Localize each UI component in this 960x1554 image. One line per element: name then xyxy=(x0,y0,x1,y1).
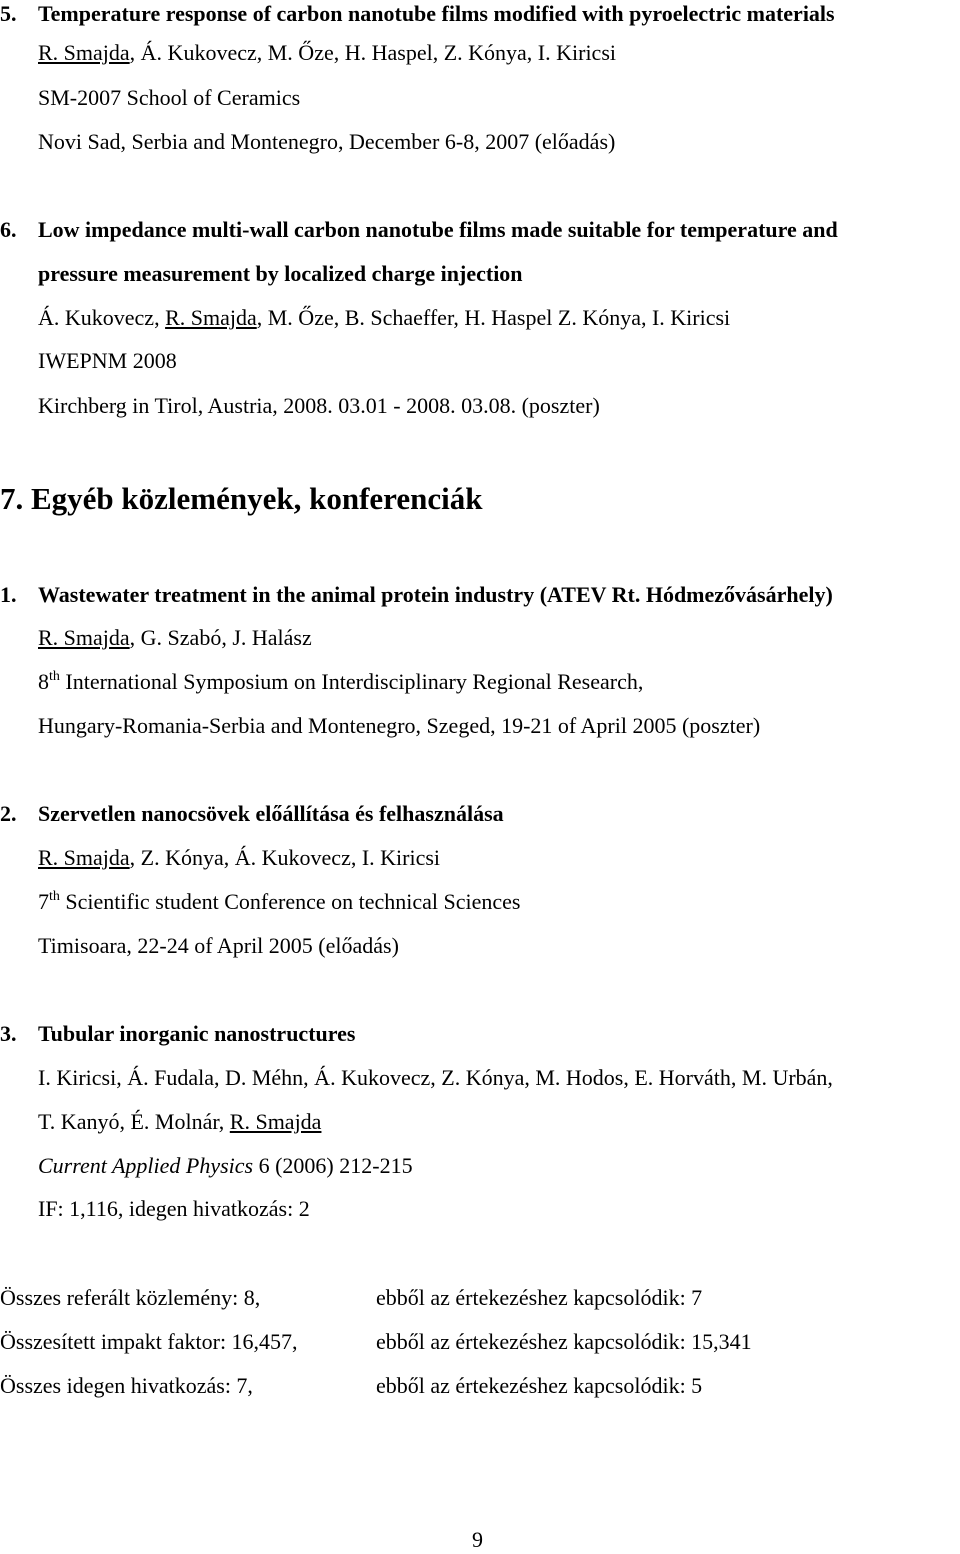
author-list: , Z. Kónya, Á. Kukovecz, I. Kiricsi xyxy=(129,845,441,870)
author-list: T. Kanyó, É. Molnár, xyxy=(38,1109,230,1134)
publication-authors-continued xyxy=(38,1108,321,1136)
publication-venue: 7th Scientific student Conference on technical Sciences xyxy=(38,889,521,914)
summary-label: Összesített impakt faktor: 16,457, xyxy=(0,1329,298,1354)
publication-place: Timisoara, 22-24 of April 2005 (előadás) xyxy=(38,933,399,958)
author-highlight: R. Smajda xyxy=(38,40,130,65)
publication-title: Temperature response of carbon nanotube films modified with pyroelectric materials xyxy=(38,1,835,26)
section-heading: 7. Egyéb közlemények, konferenciák xyxy=(0,481,483,516)
publication-title: Low impedance multi-wall carbon nanotube films made suitable for temperature and xyxy=(38,217,838,242)
author-highlight: R. Smajda xyxy=(38,625,130,650)
summary-label: Összes referált közlemény: 8, xyxy=(0,1285,261,1310)
item-number: 6. xyxy=(0,217,17,242)
publication-place: Kirchberg in Tirol, Austria, 2008. 03.01 - 2008. 03.08. (poszter) xyxy=(38,393,600,418)
page-number: 9 xyxy=(472,1527,483,1552)
publication-title: Szervetlen nanocsövek előállítása és felhasználása xyxy=(38,801,504,826)
publication-venue: SM-2007 School of Ceramics xyxy=(38,85,301,110)
author-list: , Á. Kukovecz, M. Őze, H. Haspel, Z. Kónya, I. Kiricsi xyxy=(129,40,616,65)
publication-authors: I. Kiricsi, Á. Fudala, D. Méhn, Á. Kukovecz, Z. Kónya, M. Hodos, E. Horváth, M. Urbán, xyxy=(38,1065,833,1090)
summary-value: ebből az értekezéshez kapcsolódik: 5 xyxy=(376,1373,703,1398)
summary-label: Összes idegen hivatkozás: 7, xyxy=(0,1373,253,1398)
summary-value: ebből az értekezéshez kapcsolódik: 7 xyxy=(376,1285,703,1310)
summary-value: ebből az értekezéshez kapcsolódik: 15,341 xyxy=(376,1329,752,1354)
publication-authors xyxy=(38,624,312,652)
publication-journal: Current Applied Physics 6 (2006) 212-215 xyxy=(38,1153,413,1178)
author-list: , M. Őze, B. Schaeffer, H. Haspel Z. Kónya, I. Kiricsi xyxy=(256,305,731,330)
publication-authors xyxy=(38,304,730,332)
publication-venue: 8th International Symposium on Interdisciplinary Regional Research, xyxy=(38,669,644,694)
item-number: 1. xyxy=(0,582,17,607)
author-highlight: R. Smajda xyxy=(165,305,257,330)
author-highlight: R. Smajda xyxy=(38,845,130,870)
publication-venue: IWEPNM 2008 xyxy=(38,348,177,373)
item-number: 2. xyxy=(0,801,17,826)
publication-title: Wastewater treatment in the animal protein industry (ATEV Rt. Hódmezővásárhely) xyxy=(38,582,833,607)
publication-title: Tubular inorganic nanostructures xyxy=(38,1021,356,1046)
publication-authors xyxy=(38,844,440,872)
publication-title-continued: pressure measurement by localized charge injection xyxy=(38,261,523,286)
publication-place: Hungary-Romania-Serbia and Montenegro, Szeged, 19-21 of April 2005 (poszter) xyxy=(38,713,761,738)
item-number: 3. xyxy=(0,1021,17,1046)
journal-name: Current Applied Physics xyxy=(38,1153,254,1178)
item-number: 5. xyxy=(0,1,17,26)
publication-authors xyxy=(38,39,616,67)
author-list: Á. Kukovecz, xyxy=(38,305,166,330)
author-highlight: R. Smajda xyxy=(229,1109,322,1134)
impact-factor: IF: 1,116, idegen hivatkozás: 2 xyxy=(38,1196,310,1221)
publication-place: Novi Sad, Serbia and Montenegro, December 6-8, 2007 (előadás) xyxy=(38,129,616,154)
author-list: , G. Szabó, J. Halász xyxy=(129,625,312,650)
